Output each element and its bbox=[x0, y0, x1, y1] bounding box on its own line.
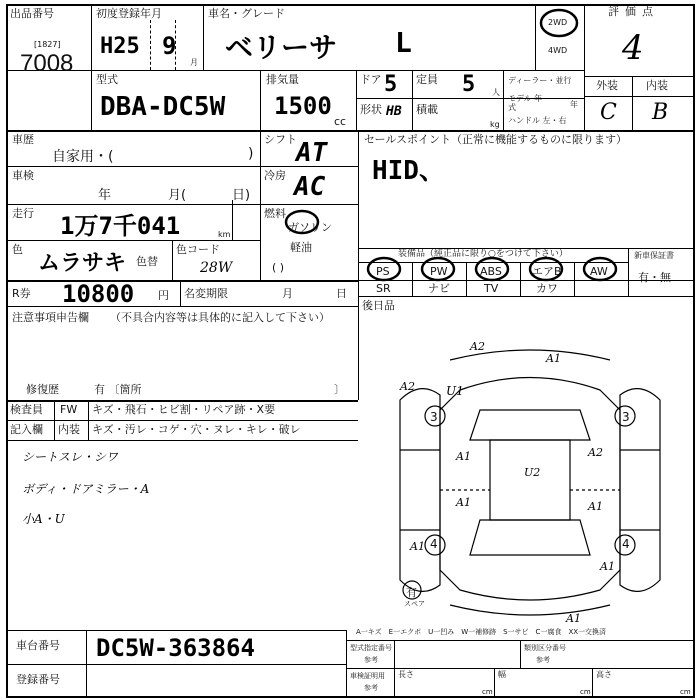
load-label: 積載 bbox=[416, 103, 438, 116]
warranty-label: 新車保証書 bbox=[634, 251, 674, 260]
mark-3-left: 3 bbox=[430, 410, 438, 424]
shift-value: AT bbox=[296, 138, 328, 168]
mileage-unit: km bbox=[218, 230, 231, 239]
cert-height-unit: cm bbox=[680, 688, 691, 696]
equipment-navi: ナビ bbox=[428, 282, 450, 295]
history-value: 自家用・( bbox=[52, 149, 114, 165]
inspection-month: 月( bbox=[168, 188, 187, 203]
inspection-year: 年 bbox=[98, 188, 112, 203]
shape-label: 形状 bbox=[360, 103, 382, 116]
fuel-gas: ガソリン bbox=[288, 221, 332, 234]
inspector-fw: FW bbox=[60, 403, 78, 416]
drive-4wd: 4WD bbox=[548, 46, 568, 55]
fuel-paren: ( ) bbox=[272, 261, 285, 274]
type-value: DBA-DC5W bbox=[100, 92, 226, 122]
inspector-in: 内装 bbox=[58, 423, 80, 436]
equipment-label: 装備品（純正品に限り○をつけて下さい） bbox=[398, 249, 568, 259]
dealer-label: ディーラー・並行 bbox=[508, 76, 572, 85]
drive-2wd: 2WD bbox=[548, 18, 568, 27]
mark-4-right: 4 bbox=[622, 537, 630, 551]
exterior-label: 外装 bbox=[596, 79, 618, 92]
handle-label: ハンドル 左・右 bbox=[508, 116, 567, 125]
mark-a2-left: A2 bbox=[400, 380, 415, 393]
mark-a1-left-front: A1 bbox=[456, 450, 471, 463]
mark-a1-mid-right: A1 bbox=[600, 560, 615, 573]
aircon-value: AC bbox=[294, 172, 326, 202]
recycle-value: 10800 bbox=[62, 280, 135, 308]
first-reg-month: 9 bbox=[162, 32, 177, 60]
handwritten-note-2: ボディ・ドアミラー・A bbox=[22, 482, 150, 496]
shift-label: シフト bbox=[264, 133, 297, 146]
lot-sub: [1827] bbox=[34, 40, 61, 49]
exterior-grade: C bbox=[600, 100, 617, 125]
equipment-airbag: エアB bbox=[532, 265, 562, 278]
spare-sub: スペア bbox=[404, 600, 425, 608]
later-label: 後日品 bbox=[362, 299, 395, 312]
cert-width-unit: cm bbox=[580, 688, 591, 696]
fuel-diesel: 軽油 bbox=[290, 241, 312, 254]
model-label: 車名・グレード bbox=[208, 7, 285, 20]
model-year-label: モデル 年式 bbox=[508, 94, 543, 112]
displacement-value: 1500 bbox=[274, 92, 332, 120]
name-change-month: 月 bbox=[282, 287, 293, 300]
model-year-unit: 年 bbox=[570, 100, 578, 109]
capacity-unit: 人 bbox=[492, 88, 500, 97]
displacement-unit: cc bbox=[334, 115, 347, 128]
legend: A一キズ E一エクボ U一凹み W一補修跡 S一サビ C一腐食 XX一交換済 bbox=[356, 628, 607, 636]
drive-circle bbox=[537, 6, 581, 40]
inspector-fw-text: キズ・飛石・ヒビ割・リペア跡・X要 bbox=[92, 403, 276, 416]
lot-number: 7008 bbox=[20, 50, 74, 77]
equipment-tv: TV bbox=[484, 282, 499, 295]
type-label: 型式 bbox=[96, 73, 118, 86]
cert-sub: 参考 bbox=[364, 684, 378, 692]
displacement-label: 排気量 bbox=[266, 73, 299, 86]
repair-close: 〕 bbox=[334, 383, 345, 396]
first-reg-label: 初度登録年月 bbox=[96, 7, 162, 20]
handwritten-note-3: 小A・U bbox=[22, 512, 65, 526]
capacity-label: 定員 bbox=[416, 73, 438, 86]
sales-label: セールスポイント（正常に機能するものに限ります） bbox=[364, 133, 628, 146]
mark-a1-left-rear: A1 bbox=[456, 496, 471, 509]
recycle-unit: 円 bbox=[158, 289, 169, 302]
mark-a2-top: A2 bbox=[470, 340, 485, 353]
first-reg-month-unit: 月 bbox=[190, 58, 198, 67]
model-grade: L bbox=[395, 26, 412, 59]
repair-label: 修復歴 bbox=[26, 383, 59, 396]
rating-label: 評価点 bbox=[608, 5, 659, 18]
doors-value: 5 bbox=[384, 72, 398, 97]
registration-label: 登録番号 bbox=[16, 673, 60, 686]
model-name: ベリーサ bbox=[225, 31, 338, 64]
color-code-label: 色コード bbox=[176, 243, 220, 256]
color-code: 28W bbox=[200, 260, 233, 276]
mark-a2-right: A2 bbox=[588, 446, 603, 459]
cert-height: 高さ bbox=[596, 670, 612, 679]
chassis-label: 車台番号 bbox=[16, 639, 60, 652]
equipment-leather: カワ bbox=[536, 282, 558, 295]
rating-score: 4 bbox=[622, 28, 644, 68]
handwritten-note-1: シートスレ・シワ bbox=[22, 450, 118, 464]
chassis-value: DC5W-363864 bbox=[96, 634, 255, 662]
load-unit: kg bbox=[490, 120, 500, 129]
equipment-pw: PW bbox=[430, 265, 448, 278]
color-swap-label: 色替 bbox=[136, 255, 158, 268]
mark-a1-bottom: A1 bbox=[566, 612, 581, 625]
shape-value: HB bbox=[386, 104, 402, 119]
inspector-in-text: キズ・汚レ・コゲ・穴・ヌレ・キレ・破レ bbox=[92, 423, 301, 436]
repair-value: 有 〔箇所 bbox=[94, 383, 142, 396]
cert-width: 幅 bbox=[498, 670, 506, 679]
mark-u1: U1 bbox=[446, 384, 464, 398]
mileage-label: 走行 bbox=[12, 207, 34, 220]
cert-length: 長さ bbox=[398, 670, 414, 679]
mark-4-left: 4 bbox=[430, 537, 438, 551]
equipment-sr: SR bbox=[376, 282, 391, 295]
interior-grade: B bbox=[652, 100, 669, 125]
mark-3-right: 3 bbox=[622, 410, 630, 424]
notes-hint: （不具合内容等は具体的に記入して下さい） bbox=[110, 311, 330, 324]
equipment-aw: AW bbox=[590, 265, 608, 278]
history-label: 車歴 bbox=[12, 133, 34, 146]
interior-label: 内装 bbox=[646, 79, 668, 92]
fuel-label: 燃料 bbox=[264, 207, 286, 220]
history-close: ) bbox=[248, 146, 254, 162]
mark-u2: U2 bbox=[524, 466, 541, 479]
warranty-value: 有・無 bbox=[638, 271, 671, 284]
formal-sub: 参考 bbox=[364, 656, 378, 664]
mark-a1-right-rear: A1 bbox=[588, 500, 603, 513]
mark-a1-front-right: A1 bbox=[546, 352, 561, 365]
cert-length-unit: cm bbox=[482, 688, 493, 696]
notes-label: 注意事項申告欄 bbox=[12, 311, 89, 324]
inspector-label: 検査員 bbox=[10, 403, 43, 416]
equipment-ps: PS bbox=[376, 265, 390, 278]
mileage-value: 1万7千041 bbox=[60, 212, 181, 240]
color-value: ムラサキ bbox=[38, 251, 127, 276]
mark-a1-mid-left: A1 bbox=[410, 540, 425, 553]
class-sub: 参考 bbox=[536, 656, 550, 664]
inspection-label: 車検 bbox=[12, 169, 34, 182]
car-diagram bbox=[380, 340, 680, 620]
formal-label: 型式指定番号 bbox=[350, 644, 392, 652]
color-label: 色 bbox=[12, 243, 23, 256]
capacity-value: 5 bbox=[462, 72, 476, 97]
doors-label: ドア bbox=[360, 73, 382, 86]
inspection-day: 日) bbox=[232, 188, 251, 203]
name-change-day: 日 bbox=[336, 287, 347, 300]
cert-label: 車検証明用 bbox=[350, 672, 385, 680]
recycle-label: R券 bbox=[12, 287, 31, 300]
class-label: 類別区分番号 bbox=[524, 644, 566, 652]
equipment-abs: ABS bbox=[480, 265, 502, 278]
spare-value: 有 bbox=[406, 586, 417, 599]
name-change-label: 名変期限 bbox=[184, 287, 228, 300]
lot-label: 出品番号 bbox=[10, 7, 54, 20]
aircon-label: 冷房 bbox=[264, 169, 286, 182]
first-reg-era: H25 bbox=[100, 34, 140, 59]
sales-value: HID、 bbox=[372, 156, 445, 186]
inspector-sub: 記入欄 bbox=[10, 423, 43, 436]
equipment-circles bbox=[362, 254, 622, 284]
